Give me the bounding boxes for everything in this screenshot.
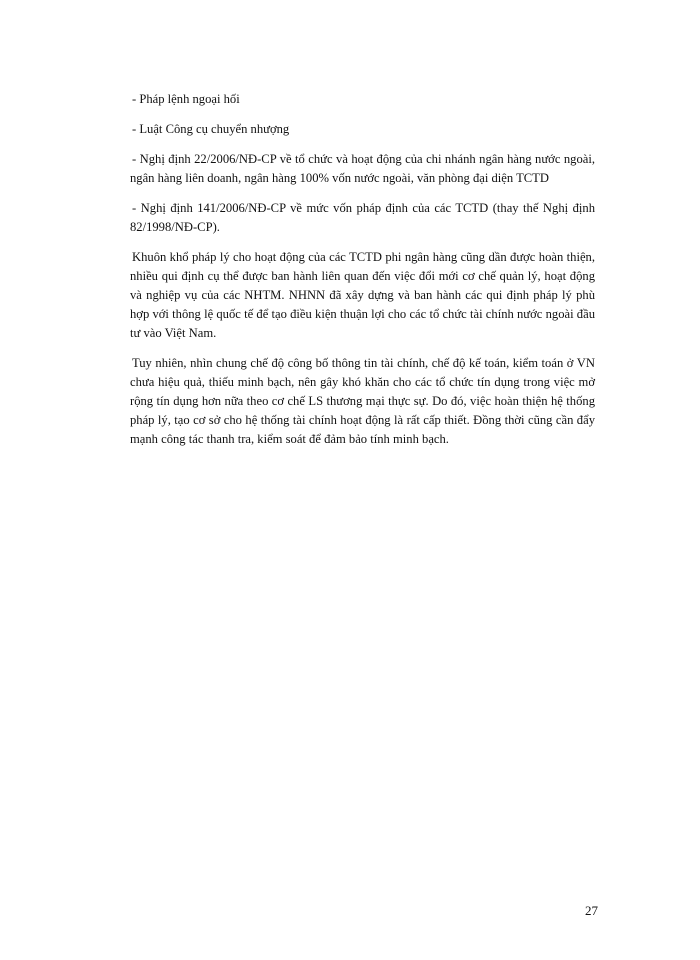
bullet-decree-22: - Nghị định 22/2006/NĐ-CP về tổ chức và hoạt động của chi nhánh ngân hàng nước ngoài, ngân hàng liên doanh, ngân hàng 100% vốn nước ngoài, văn phòng đại diện TCTD (130, 152, 595, 185)
paragraph-legal-framework: Khuôn khổ pháp lý cho hoạt động của các TCTD phi ngân hàng cũng dần được hoàn thiện, nhiều qui định cụ thể được ban hành liên quan đến việc đổi mới cơ chế quản lý, hoạt động và nghiệp vụ của các NHTM. NHNN đã xây dựng và ban hành các qui định pháp lý phù hợp với thông lệ quốc tế để tạo điều kiện thuận lợi cho các tổ chức tài chính nước ngoài đầu tư vào Việt Nam. (130, 250, 595, 340)
bullet-negotiable-instruments-law: - Luật Công cụ chuyển nhượng (132, 122, 290, 136)
bullet-foreign-exchange-ordinance: - Pháp lệnh ngoại hối (132, 92, 240, 106)
bullet-decree-141: - Nghị định 141/2006/NĐ-CP về mức vốn pháp định của các TCTD (thay thế Nghị định 82/1998/NĐ-CP). (130, 201, 595, 234)
paragraph-however: Tuy nhiên, nhìn chung chế độ công bố thông tin tài chính, chế độ kế toán, kiểm toán ở VN chưa hiệu quả, thiếu minh bạch, nên gây khó khăn cho các tổ chức tín dụng trong việc mở rộng tín dụng hơn nữa theo cơ chế LS thương mại thực sự. Do đó, việc hoàn thiện hệ thống pháp lý, tạo cơ sở cho hệ thống tài chính hoạt động là rất cấp thiết. Đồng thời cũng cần đẩy mạnh công tác thanh tra, kiểm soát để đảm bảo tính minh bạch. (130, 356, 595, 446)
page-number: 27 (585, 903, 598, 918)
document-body (130, 90, 595, 460)
